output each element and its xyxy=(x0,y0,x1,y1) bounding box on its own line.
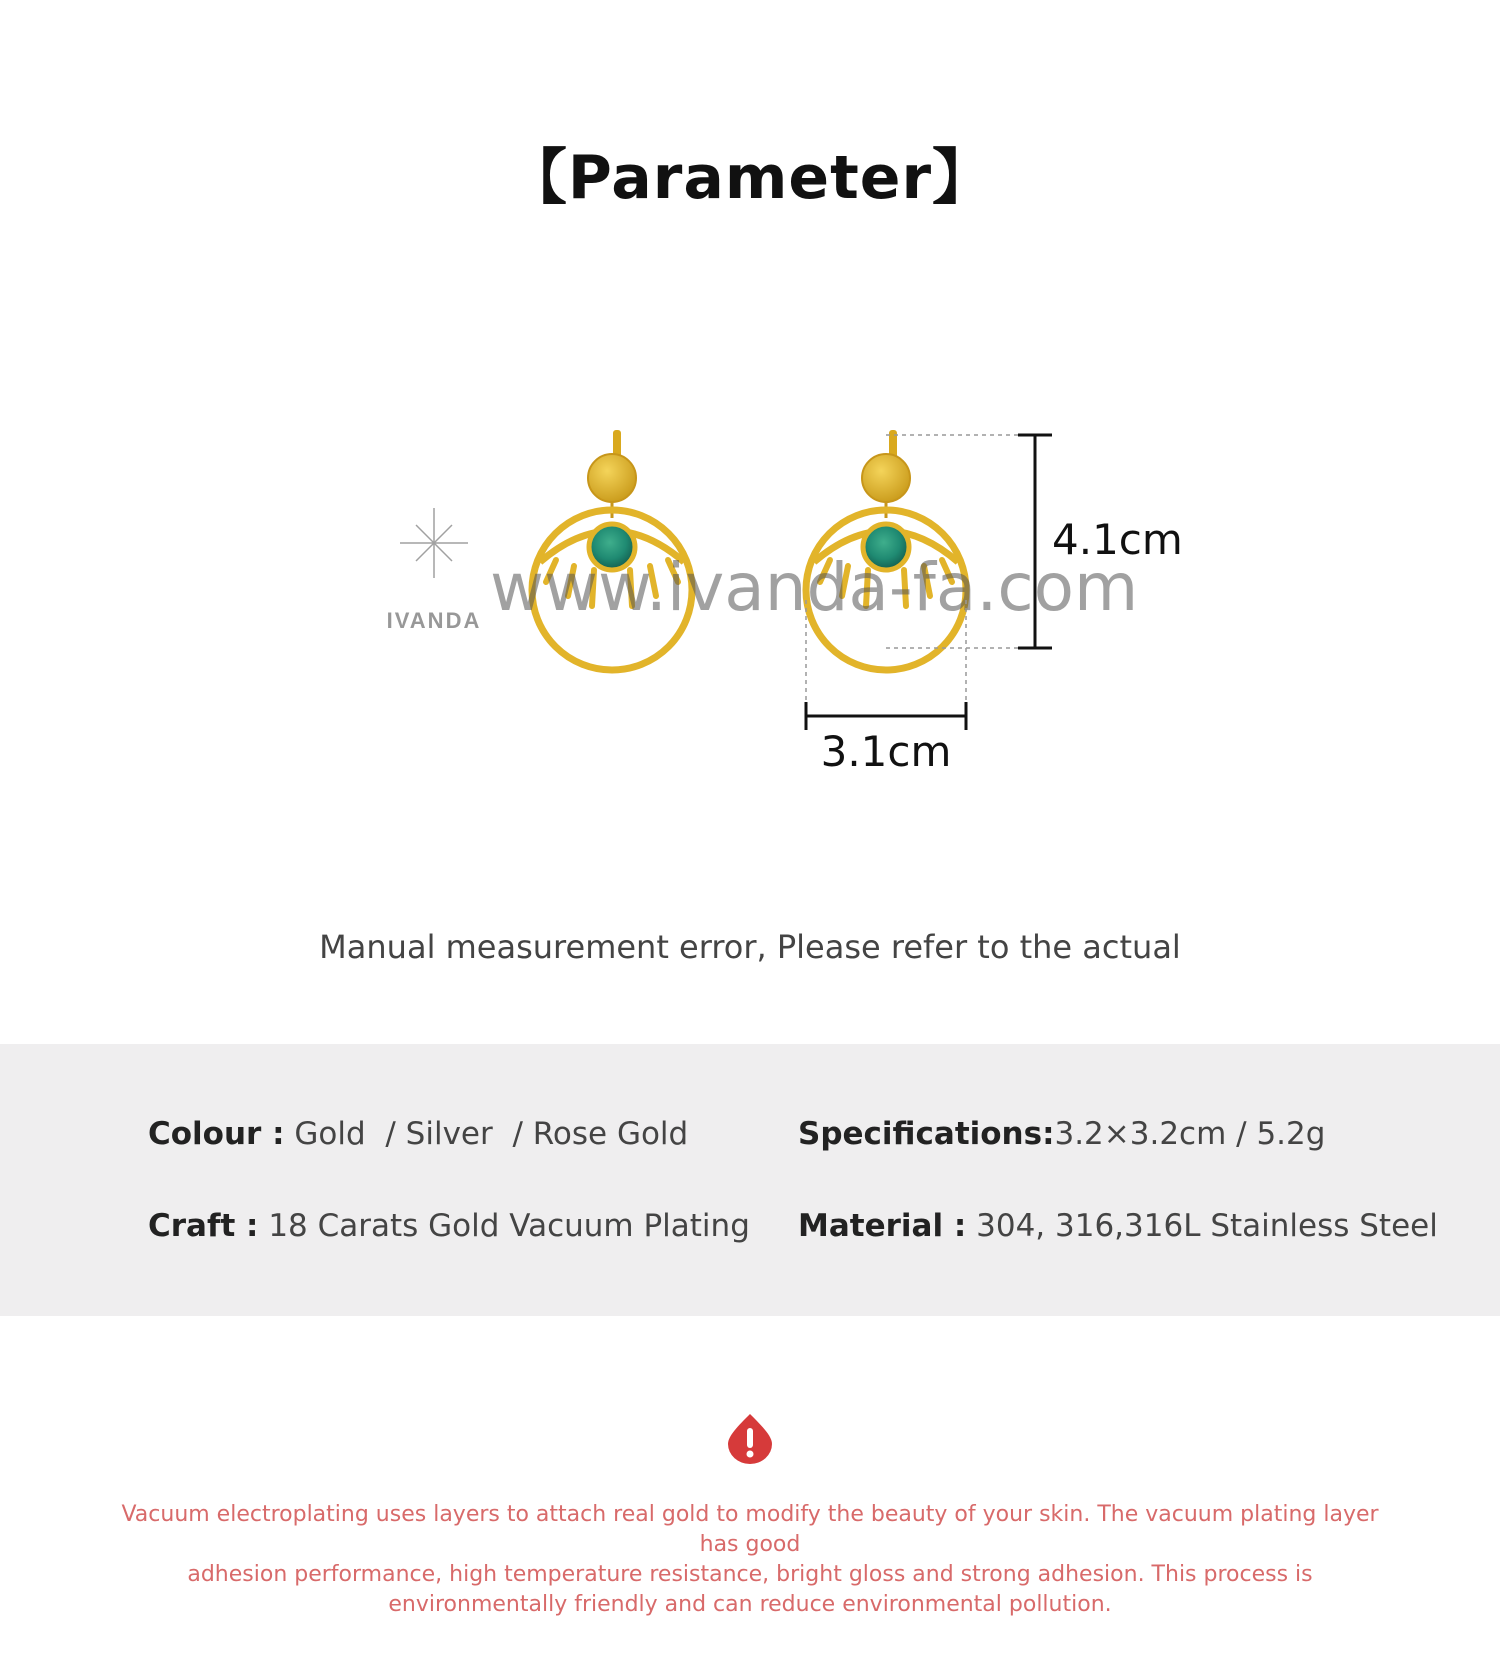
notice-line-2: adhesion performance, high temperature resistance, bright gloss and strong adhesion. This process is xyxy=(187,1562,1313,1587)
spec-craft xyxy=(148,1208,750,1244)
watermark-brand: IVANDA xyxy=(386,608,482,633)
spec-material-value: 304, 316,316L Stainless Steel xyxy=(976,1208,1438,1244)
spec-specifications-label: Specifications: xyxy=(798,1116,1055,1152)
spec-craft-label: Craft : xyxy=(148,1208,259,1244)
notice-line-1: Vacuum electroplating uses layers to attach real gold to modify the beauty of your skin. The vacuum plating layer has good xyxy=(121,1502,1379,1557)
notice-line-3: environmentally friendly and can reduce environmental pollution. xyxy=(388,1592,1112,1617)
spec-material xyxy=(798,1208,1438,1244)
width-dimension xyxy=(806,600,966,776)
alert-icon xyxy=(726,1412,774,1464)
width-label: 3.1cm xyxy=(820,727,952,776)
watermark xyxy=(387,508,1139,633)
plating-notice xyxy=(120,1500,1380,1620)
star-logo-icon xyxy=(400,508,468,578)
watermark-site: www.ivanda-fa.com xyxy=(490,549,1139,626)
spec-specifications-value: 3.2×3.2cm / 5.2g xyxy=(1054,1116,1326,1152)
height-label: 4.1cm xyxy=(1052,515,1183,564)
spec-specifications xyxy=(798,1116,1325,1152)
spec-colour xyxy=(148,1116,688,1152)
spec-colour-label: Colour : xyxy=(148,1116,285,1152)
specs-panel xyxy=(0,1044,1500,1316)
page-title: 【Parameter】 xyxy=(506,143,994,213)
spec-craft-value: 18 Carats Gold Vacuum Plating xyxy=(268,1208,750,1244)
spec-colour-value: Gold / Silver / Rose Gold xyxy=(294,1116,689,1152)
product-illustration xyxy=(0,400,1500,860)
spec-material-label: Material : xyxy=(798,1208,967,1244)
measurement-note: Manual measurement error, Please refer to the actual xyxy=(319,928,1181,966)
